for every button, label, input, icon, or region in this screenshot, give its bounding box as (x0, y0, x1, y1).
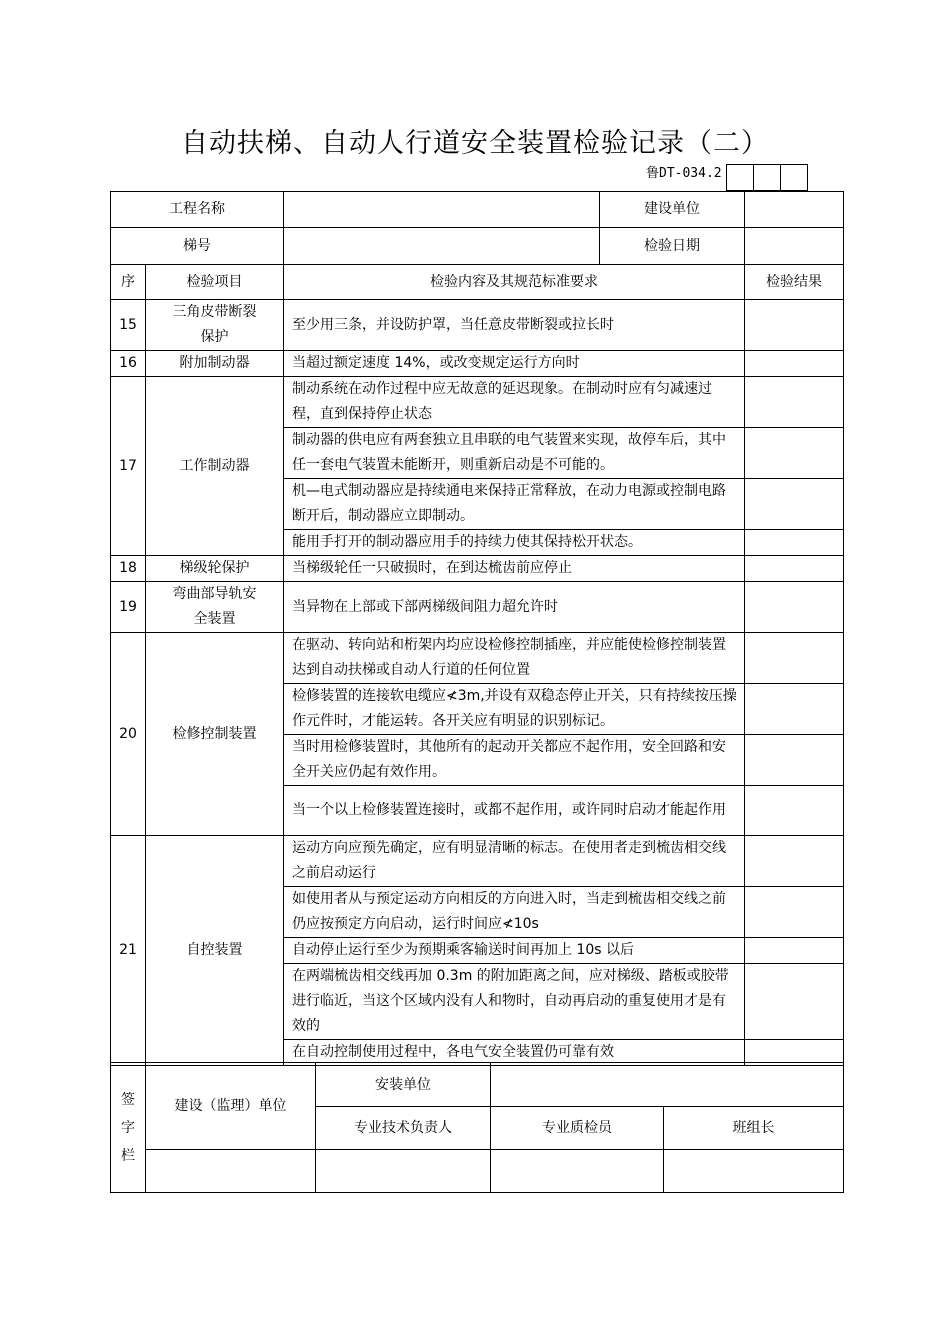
item-number: 20 (111, 633, 146, 836)
inspection-item: 自控装置 (146, 836, 284, 1066)
item-number: 16 (111, 351, 146, 377)
col-header-result: 检验结果 (745, 265, 844, 300)
inspection-table (110, 191, 844, 1066)
requirement-text: 当超过额定速度 14%，或改变规定运行方向时 (284, 351, 745, 377)
supervisor-label: 建设（监理）单位 (146, 1063, 316, 1150)
installer-label: 安装单位 (316, 1063, 491, 1107)
result-cell[interactable] (745, 684, 844, 735)
installer-field[interactable] (491, 1063, 844, 1107)
team-lead-label: 班组长 (664, 1107, 844, 1150)
result-cell[interactable] (745, 377, 844, 428)
result-cell[interactable] (745, 479, 844, 530)
inspection-date-field[interactable] (745, 228, 844, 265)
result-cell[interactable] (745, 351, 844, 377)
result-cell[interactable] (745, 887, 844, 938)
lift-number-field[interactable] (284, 228, 600, 265)
code-box[interactable] (726, 164, 754, 191)
result-cell[interactable] (745, 530, 844, 556)
result-cell[interactable] (745, 582, 844, 633)
result-cell[interactable] (745, 556, 844, 582)
requirement-text: 运动方向应预先确定，应有明显清晰的标志。在使用者走到梳齿相交线之前启动运行 (284, 836, 745, 887)
col-header-no: 序 (111, 265, 146, 300)
result-cell[interactable] (745, 786, 844, 836)
requirement-text: 在自动控制使用过程中，各电气安全装置仍可靠有效 (284, 1040, 745, 1066)
requirement-text: 自动停止运行至少为预期乘客输送时间再加上 10s 以后 (284, 938, 745, 964)
inspection-item: 检修控制装置 (146, 633, 284, 836)
table-row (111, 377, 844, 428)
inspection-item: 工作制动器 (146, 377, 284, 556)
table-row (111, 633, 844, 684)
requirement-text: 当时用检修装置时，其他所有的起动开关都应不起作用，安全回路和安全开关应仍起有效作用。 (284, 735, 745, 786)
inspection-item: 弯曲部导轨安全装置 (146, 582, 284, 633)
result-cell[interactable] (745, 633, 844, 684)
project-name-label: 工程名称 (111, 192, 284, 228)
code-box[interactable] (753, 164, 781, 191)
supervisor-signature-field[interactable] (146, 1150, 316, 1193)
inspection-item: 梯级轮保护 (146, 556, 284, 582)
table-row (111, 351, 844, 377)
tech-lead-signature-field[interactable] (316, 1150, 491, 1193)
inspection-item: 三角皮带断裂保护 (146, 300, 284, 351)
inspection-date-label: 检验日期 (600, 228, 745, 265)
result-cell[interactable] (745, 836, 844, 887)
inspection-item: 附加制动器 (146, 351, 284, 377)
requirement-text: 制动系统在动作过程中应无故意的延迟现象。在制动时应有匀减速过程，直到保持停止状态 (284, 377, 745, 428)
item-number: 19 (111, 582, 146, 633)
item-number: 15 (111, 300, 146, 351)
code-box[interactable] (780, 164, 808, 191)
signature-table (110, 1062, 844, 1193)
item-number: 18 (111, 556, 146, 582)
lift-number-label: 梯号 (111, 228, 284, 265)
requirement-text: 检修装置的连接软电缆应≮3m,并设有双稳态停止开关，只有持续按压操作元件时，才能运转。各开关应有明显的识别标记。 (284, 684, 745, 735)
requirement-text: 当异物在上部或下部两梯级间阻力超允许时 (284, 582, 745, 633)
tech-lead-label: 专业技术负责人 (316, 1107, 491, 1150)
form-code: 鲁DT-034.2 (646, 166, 722, 181)
quality-inspector-signature-field[interactable] (491, 1150, 664, 1193)
requirement-text: 如使用者从与预定运动方向相反的方向进入时，当走到梳齿相交线之前仍应按预定方向启动，运行时间应≮10s (284, 887, 745, 938)
item-number: 21 (111, 836, 146, 1066)
requirement-text: 制动器的供电应有两套独立且串联的电气装置来实现，故停车后，其中任一套电气装置未能断开，则重新启动是不可能的。 (284, 428, 745, 479)
table-row (111, 300, 844, 351)
result-cell[interactable] (745, 300, 844, 351)
result-cell[interactable] (745, 735, 844, 786)
col-header-requirement: 检验内容及其规范标准要求 (284, 265, 745, 300)
result-cell[interactable] (745, 964, 844, 1040)
requirement-text: 当一个以上检修装置连接时，或都不起作用，或许同时启动才能起作用 (284, 786, 745, 836)
requirement-text: 当梯级轮任一只破损时，在到达梳齿前应停止 (284, 556, 745, 582)
builder-field[interactable] (745, 192, 844, 228)
quality-inspector-label: 专业质检员 (491, 1107, 664, 1150)
builder-label: 建设单位 (600, 192, 745, 228)
result-cell[interactable] (745, 428, 844, 479)
result-cell[interactable] (745, 938, 844, 964)
requirement-text: 能用手打开的制动器应用手的持续力使其保持松开状态。 (284, 530, 745, 556)
form-code-boxes (726, 164, 808, 191)
table-row (111, 836, 844, 887)
col-header-item: 检验项目 (146, 265, 284, 300)
project-name-field[interactable] (284, 192, 600, 228)
requirement-text: 在两端梳齿相交线再加 0.3m 的附加距离之间，应对梯级、踏板或胶带进行临近，当这个区域内没有人和物时，自动再启动的重复使用才是有效的 (284, 964, 745, 1040)
requirement-text: 机—电式制动器应是持续通电来保持正常释放，在动力电源或控制电路断开后，制动器应立即制动。 (284, 479, 745, 530)
team-lead-signature-field[interactable] (664, 1150, 844, 1193)
page-title: 自动扶梯、自动人行道安全装置检验记录（二） (181, 128, 769, 159)
signature-section-label: 签字栏 (111, 1063, 146, 1193)
requirement-text: 至少用三条，并设防护罩，当任意皮带断裂或拉长时 (284, 300, 745, 351)
table-row (111, 582, 844, 633)
requirement-text: 在驱动、转向站和桁架内均应设检修控制插座，并应能使检修控制装置达到自动扶梯或自动人行道的任何位置 (284, 633, 745, 684)
item-number: 17 (111, 377, 146, 556)
table-row (111, 556, 844, 582)
